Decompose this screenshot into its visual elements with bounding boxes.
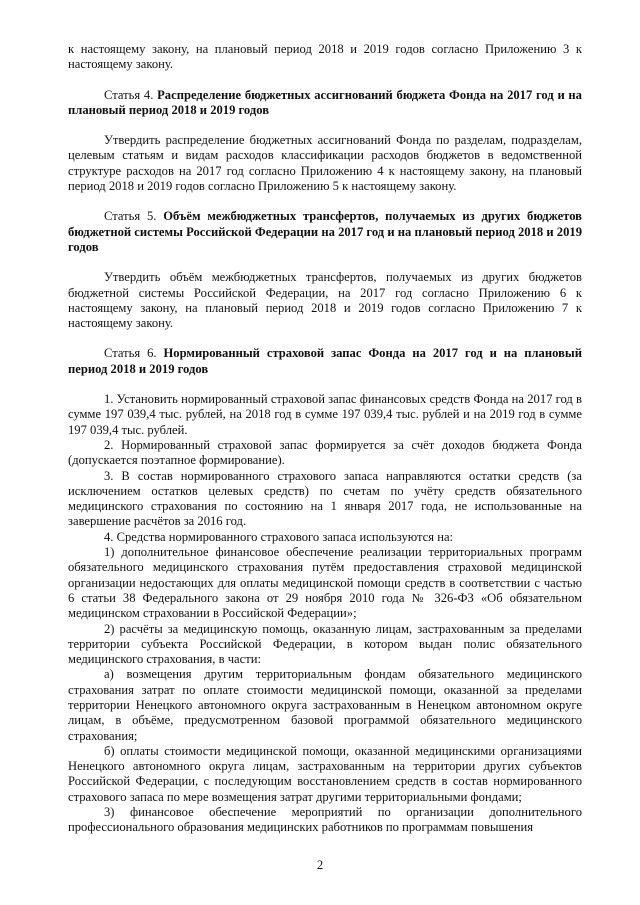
article-6-paragraph-3: 3. В состав нормированного страхового запаса направляются остатки средств (за исключением остатков целевых средств) по счетам по учёту средств обязательного медицинского страхования по состоянию на 1 января 2017 года, не использованные на завершение расчётов за 2016 год.: [68, 468, 582, 529]
article-6-title: Нормированный страховой запас Фонда на 2017 год и на плановый период 2018 и 2019 годов: [68, 346, 582, 376]
article-5-prefix: Статья 5.: [104, 209, 157, 224]
article-6-paragraph-2: 2. Нормированный страховой запас формируется за счёт доходов бюджета Фонда (допускается поэтапное формирование).: [68, 437, 582, 468]
article-6-item-3: 3) финансовое обеспечение мероприятий по организации дополнительного профессионального образования медицинских работников по программам повышения: [68, 805, 582, 835]
intro-paragraph-tail: к настоящему закону, на плановый период 2018 и 2019 годов согласно Приложению 3 к настоящему закону.: [68, 42, 582, 72]
article-5-heading: [68, 209, 582, 255]
article-5-body: Утвердить объём межбюджетных трансфертов, получаемых из других бюджетов бюджетной системы Российской Федерации, на 2017 год согласно Приложению 6 к настоящему закону, на плановый период 2018 и 2019 годов согласно Приложению 7 к настоящему закону.: [68, 270, 582, 331]
article-6-item-2: 2) расчёты за медицинскую помощь, оказанную лицам, застрахованным за пределами территории субъекта Российской Федерации, в котором выдан полис обязательного медицинского страхования, в части:: [68, 621, 582, 667]
article-4-body: Утвердить распределение бюджетных ассигнований Фонда по разделам, подразделам, целевым статьям и видам расходов классификации расходов бюджетов в ведомственной структуре расходов на 2017 год согласно Приложению 4 к настоящему закону, на плановый период 2018 и 2019 годов согласно Приложению 5 к настоящему закону.: [68, 133, 582, 194]
article-6-heading: [68, 346, 582, 377]
page-number: 2: [316, 858, 324, 872]
article-6-paragraph-1: 1. Установить нормированный страховой запас финансовых средств Фонда на 2017 год в сумме 197 039,4 тыс. рублей, на 2018 год в сумме 197 039,4 тыс. рублей и на 2019 год в сумме 197 039,4 тыс. рублей.: [68, 392, 582, 437]
article-4-title: Распределение бюджетных ассигнований бюджета Фонда на 2017 год и на плановый период 2018 и 2019 годов: [68, 87, 582, 117]
article-4-prefix: Статья 4.: [104, 87, 154, 102]
article-6-item-1: 1) дополнительное финансовое обеспечение реализации территориальных программ обязательного медицинского страхования путём предоставления страховой медицинской организации недостающих для оплаты медицинской помощи средств в соответствии с частью 6 статьи 38 Федерального закона от 29 ноября 2010 года № 326-ФЗ «Об обязательном медицинском страховании в Российской Федерации»;: [68, 545, 582, 621]
article-5-title: Объём межбюджетных трансфертов, получаемых из других бюджетов бюджетной системы Российской Федерации на 2017 год и на плановый период 2018 и 2019 годов: [68, 209, 582, 254]
article-4-heading: [68, 88, 582, 119]
article-6-item-2b: б) оплаты стоимости медицинской помощи, оказанной медицинскими организациями Ненецкого автономного округа лицам, застрахованным на территории других субъектов Российской Федерации, с последующим восстановлением средств в состав нормированного страхового запаса по мере возмещения затрат другими территориальными фондами;: [68, 743, 582, 804]
article-6-paragraph-4: 4. Средства нормированного страхового запаса используются на:: [104, 529, 454, 544]
article-6-prefix: Статья 6.: [104, 346, 157, 361]
article-6-item-2a: а) возмещения другим территориальным фондам обязательного медицинского страхования затрат по оплате стоимости медицинской помощи, оказанной за пределами территории Ненецкого автономного округа застрахованным в Ненецком автономном округе лицам, в объёме, предусмотренном базовой программой обязательного медицинского страхования;: [68, 667, 582, 743]
